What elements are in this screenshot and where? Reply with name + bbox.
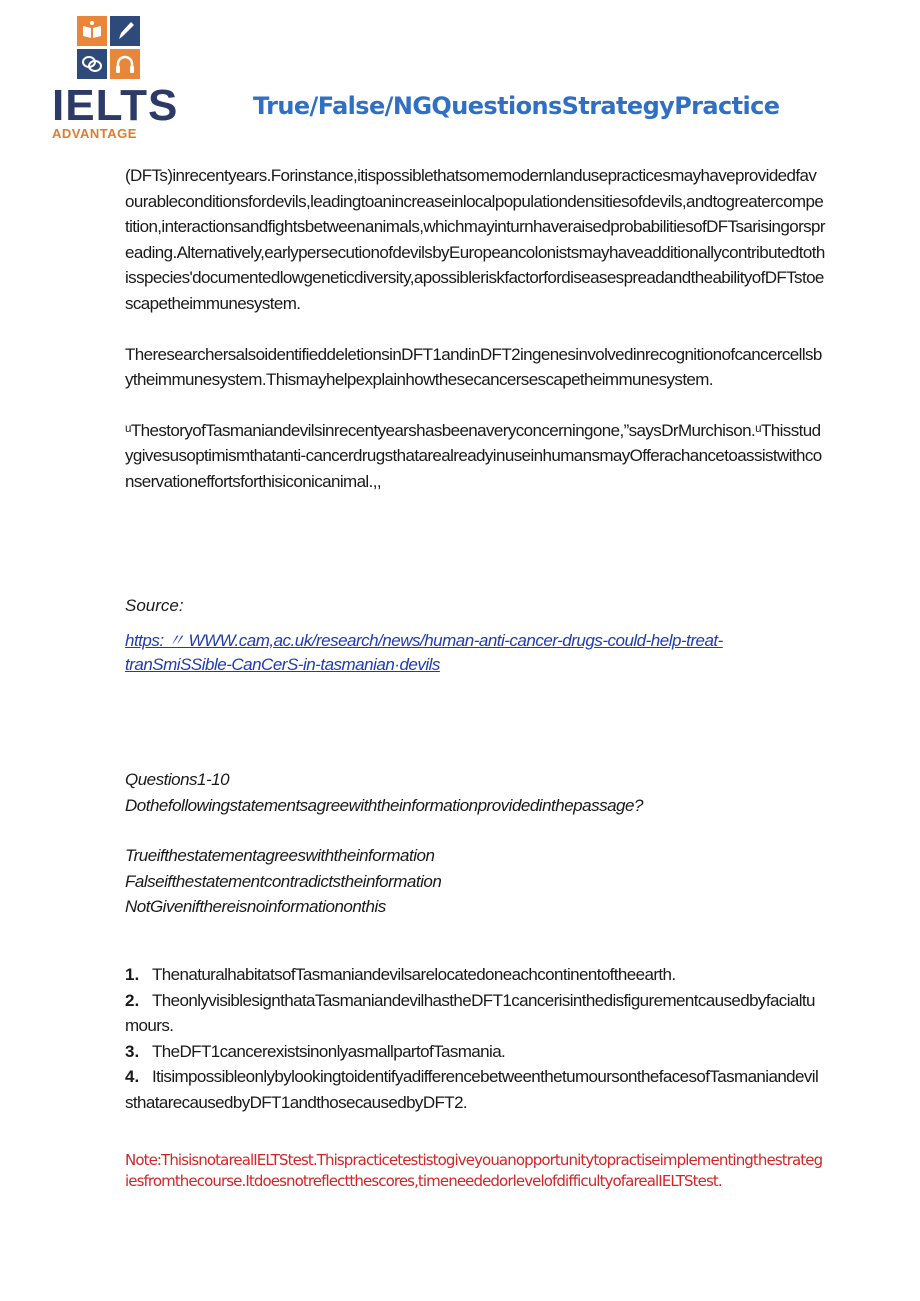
disclaimer-note: Note:ThisisnotarealIELTStest.Thispracticetestistogiveyouanopportunitytopractiseimplementingthestrategiesfromthecourse.Itdoesnotreflectthescores,timeneededorlevelofdifficultyofarealIELTStest. xyxy=(125,1151,823,1190)
instructions xyxy=(125,767,643,920)
source-label: Source: xyxy=(125,596,184,615)
headphones-icon xyxy=(110,49,140,79)
question-text: ItisimpossibleonlybylookingtoidentifyadifferencebetweenthetumoursonthefacesofTasmaniandevilsthatarecausedbyDFT1andthosecausedbyDFT2. xyxy=(125,1067,819,1112)
page-title: True/False/NGQuestionsStrategyPractice xyxy=(253,92,780,120)
book-icon xyxy=(77,16,107,46)
question-item xyxy=(125,988,825,1039)
question-number: 3. xyxy=(125,1041,140,1061)
false-definition: Falseifthestatementcontradictstheinformation xyxy=(125,871,442,891)
pen-icon xyxy=(110,16,140,46)
question-list xyxy=(125,962,825,1116)
question-text: TheonlyvisiblesignthataTasmaniandevilhastheDFT1cancerisinthedisfigurementcausedbyfacialtumours. xyxy=(125,990,815,1036)
source-link[interactable] xyxy=(125,626,723,651)
question-item xyxy=(125,1039,825,1065)
question-text: TheDFT1cancerexistsinonlyasmallpartofTasmania. xyxy=(152,1041,506,1061)
logo-wordmark: IELTS xyxy=(52,81,179,130)
questions-heading: Questions1-10 xyxy=(125,770,230,789)
question-item xyxy=(125,1064,825,1115)
passage-paragraph: (DFTs)inrecentyears.Forinstance,itispossiblethatsomemodernlandusepracticesmayhaveprovidedfavourableconditionsfordevils,leadingtoanincreaseinlocalpopulationdensitiesofdevils,andtogreatercompetition,interactionsandfightsbetweenanimals,whichmayinturnhaveraisedprobabilitiesofDFTsarisingorspreading.Alternatively,earlypersecutionofdevilsbyEuropeancolonistsmayhaveadditionallycontributedtothisspecies'documentedlowgeneticdiversity,apossibleriskfactorfordiseasespreadandtheabilityofDFTstoescapetheimmunesystem. xyxy=(125,166,825,313)
passage-paragraph: ᵘThestoryofTasmaniandevilsinrecentyearshasbeenaveryconcerningone,”saysDrMurchison.ᵘThisstudygivesusoptimismthatanti-cancerdrugsthatarealreadyinuseinhumansmayOfferachancetoassistwithconservationeffortsforthisiconicanimal.,, xyxy=(125,420,822,491)
passage xyxy=(125,163,825,495)
source-link-continued[interactable] xyxy=(125,655,440,675)
chat-icon xyxy=(77,49,107,79)
passage-paragraph: TheresearchersalsoidentifieddeletionsinDFT1andinDFT2ingenesinvolvedinrecognitionofcancercellsbytheimmunesystem.Thismayhelpexplainhowthesecancersescapetheimmunesystem. xyxy=(125,344,822,390)
question-number: 2. xyxy=(125,990,140,1010)
true-definition: Trueifthestatementagreeswiththeinformation xyxy=(125,846,435,865)
not-given-definition: NotGivenifthereisnoinformationonthis xyxy=(125,897,386,916)
question-text: ThenaturalhabitatsofTasmaniandevilsarelocatedoneachcontinentoftheearth. xyxy=(152,965,676,984)
source-link-line-1[interactable]: https: 〃 WWW.cam,ac.uk/research/news/human-anti-cancer-drugs-could-help-treat- xyxy=(125,631,723,650)
questions-prompt: Dothefollowingstatementsagreewiththeinformationprovidedinthepassage? xyxy=(125,795,643,815)
source-link-line-2[interactable]: tranSmiSSible-CanCerS-in-tasmanian·devils xyxy=(125,655,440,674)
question-number: 1. xyxy=(125,965,140,984)
ielts-advantage-logo xyxy=(52,14,177,138)
logo-subtitle: ADVANTAGE xyxy=(52,126,137,138)
question-number: 4. xyxy=(125,1067,140,1087)
question-item xyxy=(125,962,825,988)
